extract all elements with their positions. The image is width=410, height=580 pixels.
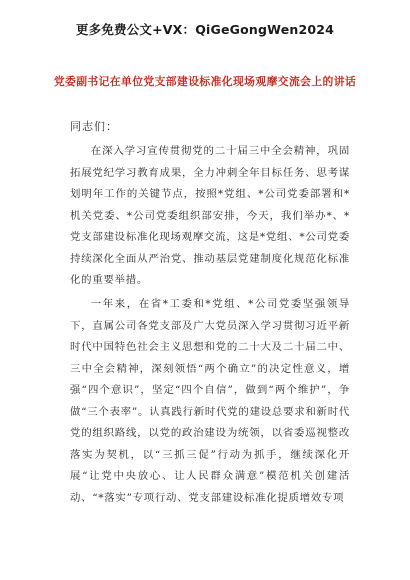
body-paragraph: 在深入学习宣传贯彻党的二十届三中全会精神，巩固拓展党纪学习教育成果，全力冲刺全年目标任务、思考谋划明年工作的关键节点，按照*党组、*公司党委部署和*机关党委、*公司党委组织部安排，今天，我们举办*、*党支部建设标准化现场观摩交流，这是*党组、*公司党委持续深化全面从严治党、推动基层党建制度化规范化标准化的重要举措。 xyxy=(70,145,350,286)
salutation: 同志们： xyxy=(70,120,118,133)
body-paragraph: 一年来，在省*工委和*党组、*公司党委坚强领导下，直属公司各党支部及广大党员深入学习贯彻习近平新时代中国特色社会主义思想和党的二十大及二十届二中、三中全会精神，深刻领悟“两个确立”的决定性意义，增强“四个意识”，坚定“四个自信”，做到“两个维护”，争做“三个表率”。认真践行新时代党的建设总要求和新时代党的组织路线，以党的政治建设为统领，以省委巡视整改落实为契机，以“三抓三促”行动为抓手，继续深化开展“让党中央放心、让人民群众满意”模范机关创建活动、“*落实”专项行动、党支部建设标准化提质增效专项 xyxy=(70,298,350,504)
promo-banner: 更多免费公文+VX：QiGeGongWen2024 xyxy=(75,22,335,37)
document-title: 党委副书记在单位党支部建设标准化现场观摩交流会上的讲话 xyxy=(53,75,357,88)
